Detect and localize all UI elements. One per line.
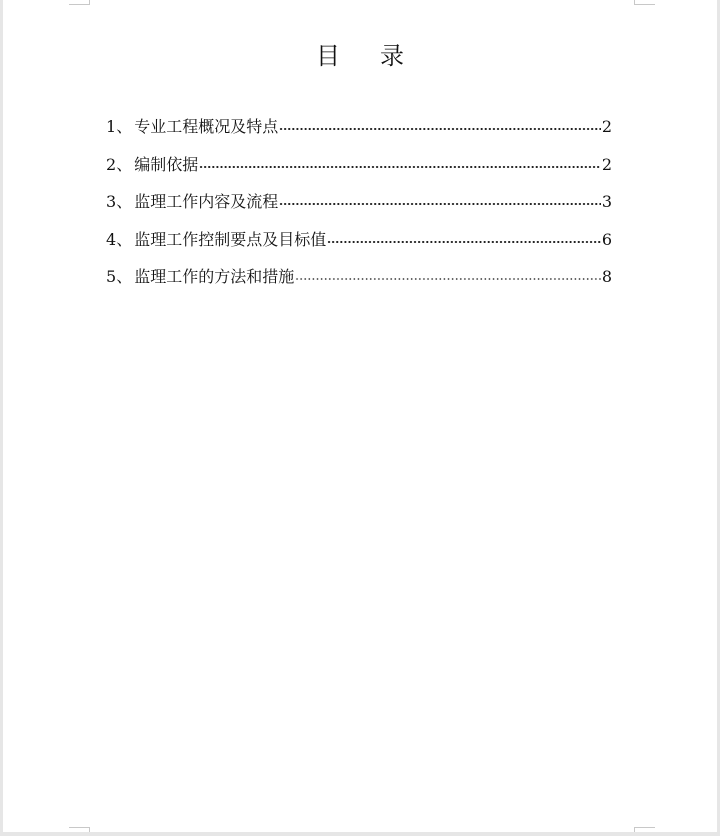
toc-dot-leader: [295, 266, 601, 282]
toc-dot-leader: [279, 116, 601, 132]
toc-entry-page: 3: [601, 192, 612, 211]
toc-entry-number: 2: [106, 154, 117, 174]
toc-entry[interactable]: [106, 264, 612, 302]
toc-entry-page: 2: [601, 154, 612, 174]
table-of-contents: [106, 114, 612, 302]
toc-dot-leader: [199, 154, 601, 170]
margin-corner-mark: [634, 827, 655, 832]
margin-corner-mark: [69, 0, 90, 5]
toc-entry-separator: 、: [116, 154, 133, 174]
toc-entry-page: 6: [601, 229, 612, 249]
toc-entry-number: 5: [106, 267, 117, 286]
toc-entry-title: 编制依据: [134, 154, 199, 174]
toc-entry[interactable]: [106, 227, 612, 265]
toc-entry-number: 3: [106, 192, 117, 211]
margin-corner-mark: [69, 827, 90, 832]
page-title: [0, 36, 720, 71]
toc-entry-separator: 、: [116, 192, 133, 211]
toc-dot-leader: [279, 191, 601, 207]
toc-entry[interactable]: [106, 152, 612, 190]
toc-entry-separator: 、: [116, 267, 133, 286]
toc-entry-title: 监理工作控制要点及目标值: [134, 229, 327, 249]
toc-entry[interactable]: [106, 189, 612, 227]
toc-entry-title: 专业工程概况及特点: [134, 117, 279, 136]
toc-entry[interactable]: [106, 114, 612, 152]
toc-dot-leader: [327, 229, 601, 245]
toc-entry-separator: 、: [116, 117, 133, 136]
toc-entry-number: 1: [106, 117, 117, 136]
title-char: 目: [316, 42, 340, 70]
title-char: 录: [380, 42, 404, 70]
margin-corner-mark: [634, 0, 655, 5]
toc-entry-title: 监理工作内容及流程: [134, 192, 279, 211]
toc-entry-title: 监理工作的方法和措施: [134, 267, 295, 286]
toc-entry-page: 2: [601, 117, 612, 136]
toc-entry-number: 4: [106, 229, 117, 249]
toc-entry-separator: 、: [116, 229, 133, 249]
toc-entry-page: 8: [601, 267, 612, 286]
